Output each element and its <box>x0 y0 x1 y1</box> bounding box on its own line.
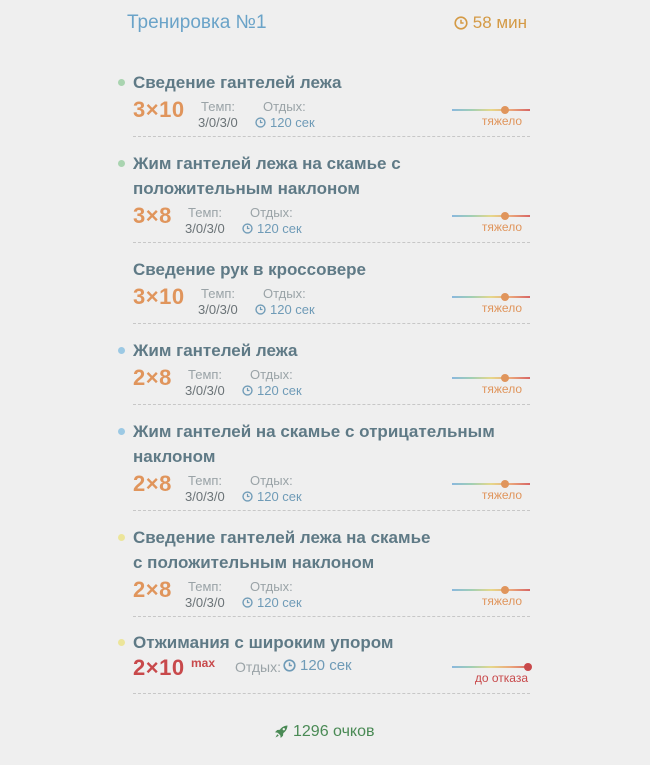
rest-label: Отдых: <box>250 579 293 594</box>
tempo-value: 3/0/3/0 <box>185 383 225 398</box>
intensity-marker <box>524 663 532 671</box>
exercise-sets: 2×10 <box>133 655 185 680</box>
intensity-marker <box>501 480 509 488</box>
exercise-name: Жим гантелей на скамье с отрицательным наклоном <box>133 422 495 466</box>
tempo-value: 3/0/3/0 <box>198 115 238 130</box>
exercise-name: Сведение гантелей лежа на скамье с положительным наклоном <box>133 528 431 572</box>
clock-icon <box>242 597 253 608</box>
rest-label: Отдых: <box>235 659 281 675</box>
workout-duration <box>454 13 527 33</box>
intensity-marker <box>501 212 509 220</box>
rest-value-text: 120 сек <box>257 489 302 504</box>
rest-value-text: 120 сек <box>257 221 302 236</box>
divider <box>133 404 530 405</box>
exercise-name: Жим гантелей лежа <box>133 341 298 360</box>
intensity-indicator <box>452 210 530 236</box>
exercise-name: Сведение гантелей лежа <box>133 73 342 92</box>
tempo-label: Темп: <box>188 579 223 594</box>
exercise-sets: 2×8 <box>133 577 172 602</box>
exercise-name: Отжимания с широким упором <box>133 633 394 652</box>
intensity-indicator <box>452 584 530 610</box>
intensity-marker <box>501 586 509 594</box>
rest-value-text: 120 сек <box>257 383 302 398</box>
clock-icon <box>283 659 296 672</box>
intensity-indicator <box>452 661 530 687</box>
tempo-label: Темп: <box>201 286 236 301</box>
exercise-item[interactable] <box>118 257 530 327</box>
exercise-group-dot <box>118 428 125 435</box>
exercise-name: Жим гантелей лежа на скамье с положительным наклоном <box>133 154 401 198</box>
exercise-sets: 2×8 <box>133 471 172 496</box>
rest-value-text: 120 сек <box>257 595 302 610</box>
exercise-item[interactable] <box>118 630 530 700</box>
exercise-sets: 2×8 <box>133 365 172 390</box>
clock-icon <box>454 16 468 30</box>
intensity-indicator <box>452 291 530 317</box>
exercise-item[interactable] <box>118 419 530 513</box>
rest-value-text: 120 сек <box>300 657 352 674</box>
divider <box>133 510 530 511</box>
clock-icon <box>255 117 266 128</box>
exercise-item[interactable] <box>118 151 530 245</box>
intensity-label: до отказа <box>474 671 528 685</box>
intensity-indicator <box>452 104 530 130</box>
rest-label: Отдых: <box>250 473 293 488</box>
tempo-label: Темп: <box>188 473 223 488</box>
exercise-group-dot <box>118 160 125 167</box>
tempo-label: Темп: <box>188 367 223 382</box>
divider <box>133 616 530 617</box>
tempo-value: 3/0/3/0 <box>185 595 225 610</box>
rest-value <box>255 115 315 130</box>
rest-value-text: 120 сек <box>270 302 315 317</box>
exercise-sets: 3×10 <box>133 284 185 309</box>
points-value: 1296 очков <box>293 723 375 740</box>
divider <box>133 136 530 137</box>
clock-icon <box>242 385 253 396</box>
clock-icon <box>242 223 253 234</box>
rest-value <box>255 302 315 317</box>
divider <box>133 693 530 694</box>
tempo-label: Темп: <box>188 205 223 220</box>
exercise-sets: 3×10 <box>133 97 185 122</box>
intensity-label: тяжело <box>481 594 522 608</box>
tempo-value: 3/0/3/0 <box>198 302 238 317</box>
clock-icon <box>255 304 266 315</box>
intensity-marker <box>501 106 509 114</box>
duration-value: 58 мин <box>472 13 527 32</box>
divider <box>133 323 530 324</box>
intensity-label: тяжело <box>481 220 522 234</box>
exercise-item[interactable] <box>118 338 530 408</box>
intensity-label: тяжело <box>481 114 522 128</box>
rest-label: Отдых: <box>263 99 306 114</box>
rest-value <box>283 657 352 674</box>
intensity-label: тяжело <box>481 382 522 396</box>
rest-value <box>242 489 302 504</box>
divider <box>133 242 530 243</box>
intensity-marker <box>501 374 509 382</box>
rest-value <box>242 221 302 236</box>
max-reps-badge: max <box>191 656 216 670</box>
exercise-item[interactable] <box>118 525 530 619</box>
points-total <box>273 723 375 741</box>
intensity-marker <box>501 293 509 301</box>
rest-label: Отдых: <box>250 367 293 382</box>
exercise-group-dot <box>118 639 125 646</box>
rocket-icon <box>273 724 289 740</box>
exercise-sets: 3×8 <box>133 203 172 228</box>
workout-header <box>127 12 527 36</box>
tempo-value: 3/0/3/0 <box>185 221 225 236</box>
rest-value <box>242 383 302 398</box>
exercise-name: Сведение рук в кроссовере <box>133 260 366 279</box>
intensity-indicator <box>452 372 530 398</box>
rest-value <box>242 595 302 610</box>
intensity-label: тяжело <box>481 301 522 315</box>
exercise-group-dot <box>118 347 125 354</box>
exercise-item[interactable] <box>118 70 530 140</box>
intensity-indicator <box>452 478 530 504</box>
intensity-label: тяжело <box>481 488 522 502</box>
exercise-group-dot <box>118 79 125 86</box>
rest-label: Отдых: <box>263 286 306 301</box>
exercise-group-dot <box>118 534 125 541</box>
workout-title: Тренировка №1 <box>127 12 267 33</box>
tempo-value: 3/0/3/0 <box>185 489 225 504</box>
rest-label: Отдых: <box>250 205 293 220</box>
tempo-label: Темп: <box>201 99 236 114</box>
clock-icon <box>242 491 253 502</box>
rest-value-text: 120 сек <box>270 115 315 130</box>
